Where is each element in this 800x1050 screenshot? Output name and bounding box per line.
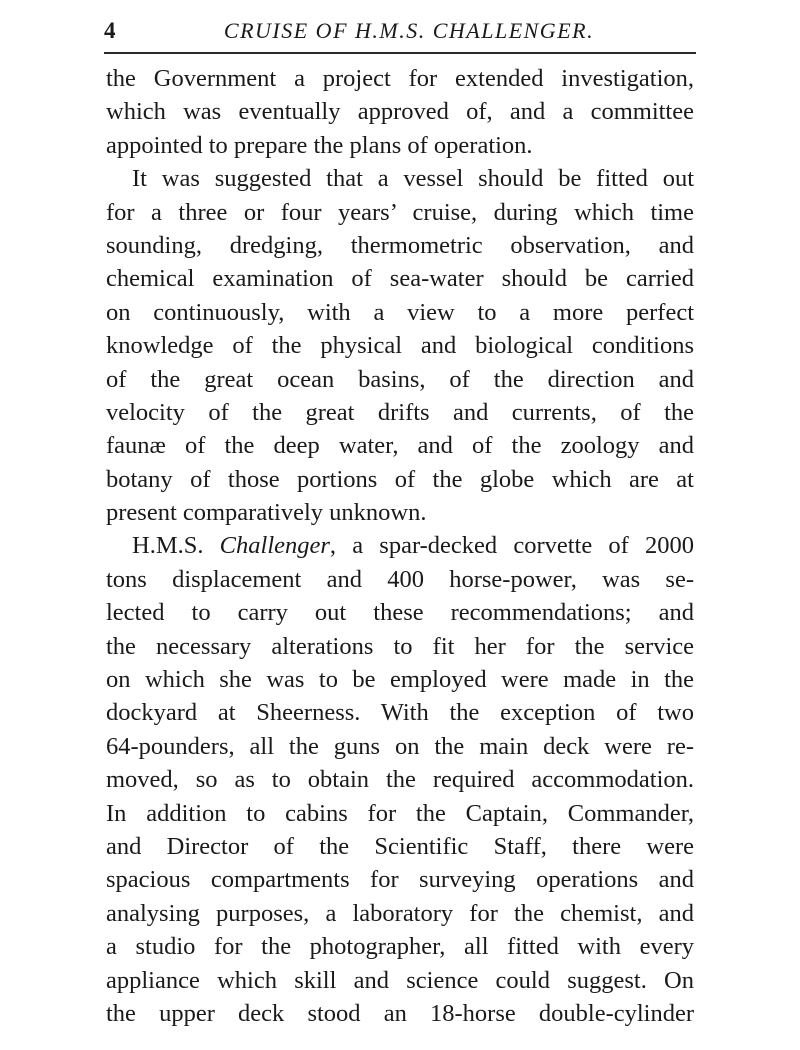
header-rule: [104, 52, 696, 54]
body-text: [106, 62, 694, 1030]
text-line: moved, so as to obtain the required accommodation.: [106, 766, 694, 794]
text-fragment: , a spar-decked corvette of 2000: [329, 532, 694, 560]
running-title: CRUISE OF H.M.S. CHALLENGER.: [223, 18, 595, 43]
text-line: In addition to cabins for the Captain, Commander,: [106, 799, 694, 827]
text-line: sounding, dredging, thermometric observation, and: [106, 231, 694, 259]
text-line-with-ship-name: [106, 529, 694, 562]
text-fragment: H.M.S.: [132, 532, 220, 560]
text-line: analysing purposes, a laboratory for the chemist, and: [106, 899, 694, 927]
text-line: dockyard at Sheerness. With the exception of two: [106, 699, 694, 727]
text-line: It was suggested that a vessel should be fitted out: [132, 165, 694, 193]
text-line: which was eventually approved of, and a committee: [106, 98, 694, 126]
text-line: a studio for the photographer, all fitted with every: [106, 933, 694, 961]
text-line: appliance which skill and science could suggest. On: [106, 966, 694, 994]
text-line: faunæ of the deep water, and of the zoology and: [106, 432, 694, 460]
text-line: on which she was to be employed were made in the: [106, 666, 694, 694]
text-line: the upper deck stood an 18-horse double-cylinder: [106, 999, 694, 1027]
text-line: lected to carry out these recommendations; and: [106, 599, 694, 627]
text-line: on continuously, with a view to a more perfect: [106, 298, 694, 326]
text-line: 64-pounders, all the guns on the main deck were re-: [106, 732, 694, 760]
text-line: knowledge of the physical and biological conditions: [106, 332, 694, 360]
text-line: for a three or four years’ cruise, during which time: [106, 198, 694, 226]
text-line: present comparatively unknown.: [106, 499, 427, 527]
page-number: 4: [104, 18, 116, 43]
text-line: appointed to prepare the plans of operation.: [106, 131, 533, 159]
text-line: spacious compartments for surveying operations and: [106, 866, 694, 894]
text-line: chemical examination of sea-water should be carried: [106, 265, 694, 293]
text-line: botany of those portions of the globe which are at: [106, 465, 694, 493]
text-line: of the great ocean basins, of the direction and: [106, 365, 694, 393]
text-line: tons displacement and 400 horse-power, was se-: [106, 565, 694, 593]
text-line: velocity of the great drifts and currents, of the: [106, 398, 694, 426]
ship-name: Challenger: [219, 532, 330, 560]
text-line: the necessary alterations to fit her for the service: [106, 632, 694, 660]
text-line: and Director of the Scientific Staff, there were: [106, 832, 694, 860]
text-line: the Government a project for extended investigation,: [106, 65, 694, 92]
page-header: [104, 14, 696, 48]
